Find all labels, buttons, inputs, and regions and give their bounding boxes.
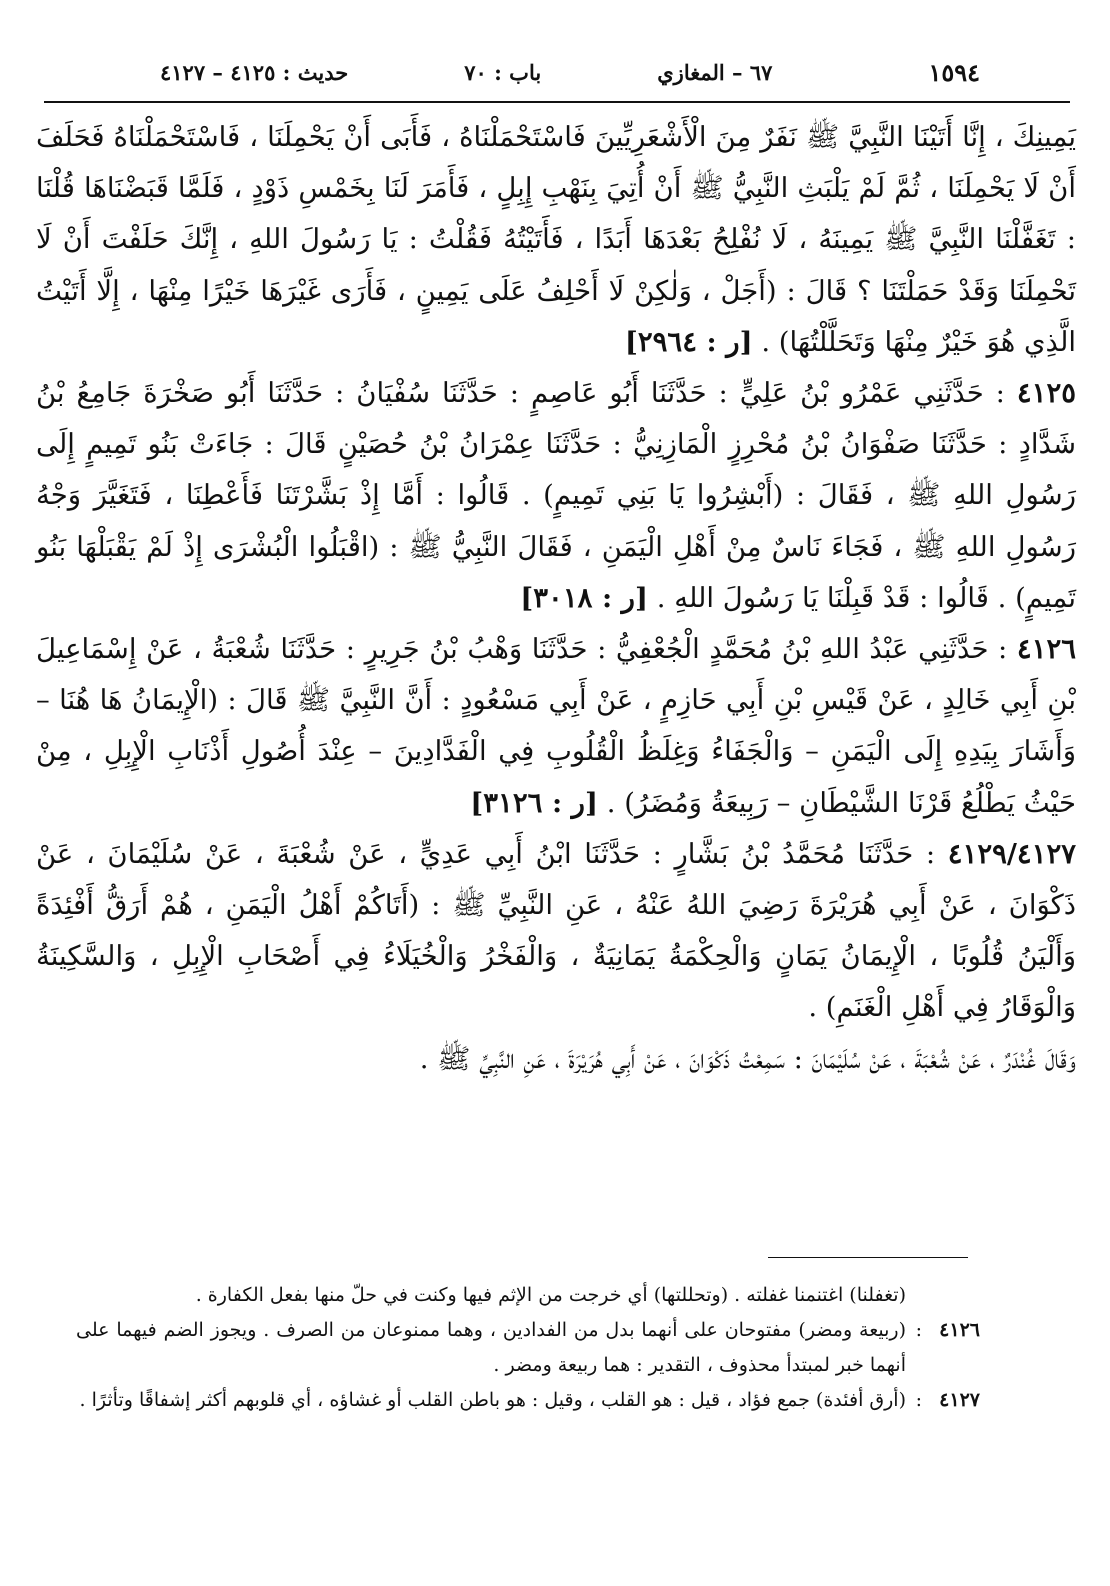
paragraph-continuation bbox=[36, 112, 1076, 368]
footnote bbox=[76, 1278, 980, 1313]
paragraph-text: يَمِينِكَ ، إِنَّا أَتَيْنَا النَّبِيَّ ﷺ نَفَرٌ مِنَ الْأَشْعَرِيِّينَ فَاسْتَحْمَلْنَاهُ ، فَأَبَى أَنْ يَحْمِلَنَا ، فَاسْتَحْمَلْنَاهُ فَحَلَفَ أَنْ لَا يَحْمِلَنَا ، ثُمَّ لَمْ يَلْبَثِ النَّبِيُّ ﷺ أَنْ أُتِيَ بِنَهْبِ إِبِلٍ ، فَأَمَرَ لَنَا بِخَمْسِ ذَوْدٍ ، فَلَمَّا قَبَضْنَاهَا قُلْنَا : تَغَفَّلْنَا النَّبِيَّ ﷺ يَمِينَهُ ، لَا نُفْلِحُ بَعْدَهَا أَبَدًا ، فَأَتَيْتُهُ فَقُلْتُ : يَا رَسُولَ اللهِ ، إِنَّكَ حَلَفْتَ أَنْ لَا تَحْمِلَنَا وَقَدْ حَمَلْتَنَا ؟ قَالَ : (أَجَلْ ، وَلٰكِنْ لَا أَحْلِفُ عَلَى يَمِينٍ ، فَأَرَى غَيْرَهَا خَيْرًا مِنْهَا ، إِلَّا أَتَيْتُ الَّذِي هُوَ خَيْرٌ مِنْهَا وَتَحَلَّلْتُهَا) . bbox=[36, 121, 1076, 358]
hadith-paragraph bbox=[36, 368, 1076, 624]
paragraph-text: وَقَالَ غُنْدَرٌ ، عَنْ شُعْبَةَ ، عَنْ سُلَيْمَانَ : سَمِعْتُ ذَكْوَانَ ، عَنْ أَبِي هُرَيْرَةَ ، عَنِ النَّبِيِّ ﷺ . bbox=[419, 1042, 1076, 1075]
hadith-paragraph bbox=[36, 1034, 1076, 1085]
hadith-number: ٤١٢٥ bbox=[1016, 377, 1076, 410]
header-rule bbox=[44, 101, 1070, 103]
cross-reference: [ر : ٣١٢٦] bbox=[470, 786, 598, 819]
chapter-title: ٦٧ – المغازي bbox=[657, 59, 773, 85]
hadith-number: ٤١٢٩/٤١٢٧ bbox=[947, 837, 1076, 870]
cross-reference: [ر : ٢٩٦٤] bbox=[624, 325, 753, 358]
page-number: ١٥٩٤ bbox=[928, 57, 980, 87]
paragraph-text: : حَدَّثَنَا مُحَمَّدُ بْنُ بَشَّارٍ : حَدَّثَنَا ابْنُ أَبِي عَدِيٍّ ، عَنْ شُعْبَةَ ، عَنْ سُلَيْمَانَ ، عَنْ ذَكْوَانَ ، عَنْ أَبِي هُرَيْرَةَ رَضِيَ اللهُ عَنْهُ ، عَنِ النَّبِيِّ ﷺ : (أَتَاكُمْ أَهْلُ الْيَمَنِ ، هُمْ أَرَقُّ أَفْئِدَةً وَأَلْيَنُ قُلُوبًا ، الْإِيمَانُ يَمَانٍ وَالْحِكْمَةُ يَمَانِيَةٌ ، وَالْفَخْرُ وَالْخُيَلَاءُ فِي أَصْحَابِ الْإِبِلِ ، وَالسَّكِينَةُ وَالْوَقَارُ فِي أَهْلِ الْغَنَمِ) . bbox=[36, 837, 1076, 1024]
footnote-number: ٤١٢٧ bbox=[939, 1389, 980, 1411]
main-text bbox=[36, 112, 1076, 1085]
hadith-number: ٤١٢٦ bbox=[1016, 633, 1076, 666]
paragraph-text: : حَدَّثَنِي عَمْرُو بْنُ عَلِيٍّ : حَدَّثَنَا أَبُو عَاصِمٍ : حَدَّثَنَا سُفْيَانُ : حَدَّثَنَا أَبُو صَخْرَةَ جَامِعُ بْنُ شَدَّادٍ : حَدَّثَنَا صَفْوَانُ بْنُ مُحْرِزٍ الْمَازِنِيُّ : حَدَّثَنَا عِمْرَانُ بْنُ حُصَيْنٍ قَالَ : جَاءَتْ بَنُو تَمِيمٍ إِلَى رَسُولِ اللهِ ﷺ ، فَقَالَ : (أَبْشِرُوا يَا بَنِي تَمِيمٍ) . قَالُوا : أَمَّا إِذْ بَشَّرْتَنَا فَأَعْطِنَا ، فَتَغَيَّرَ وَجْهُ رَسُولِ اللهِ ﷺ ، فَجَاءَ نَاسٌ مِنْ أَهْلِ الْيَمَنِ ، فَقَالَ النَّبِيُّ ﷺ : (اقْبَلُوا الْبُشْرَى إِذْ لَمْ يَقْبَلْهَا بَنُو تَمِيمٍ) . قَالُوا : قَدْ قَبِلْنَا يَا رَسُولَ اللهِ . bbox=[36, 377, 1076, 614]
footnote-text: (أرق أفئدة) جمع فؤاد ، قيل : هو القلب ، وقيل : هو باطن القلب أو غشاؤه ، أي قلوبهم أكثر إشفاقًا وتأثرًا . bbox=[79, 1389, 906, 1411]
bab-number: باب : ٧٠ bbox=[464, 59, 542, 85]
footnote-colon: : bbox=[915, 1319, 922, 1341]
footnote-colon: : bbox=[915, 1389, 922, 1411]
footnote-number: ٤١٢٦ bbox=[939, 1319, 980, 1341]
cross-reference: [ر : ٣٠١٨] bbox=[520, 581, 648, 614]
footnote bbox=[76, 1313, 980, 1383]
footnote bbox=[76, 1383, 980, 1418]
hadith-paragraph bbox=[36, 829, 1076, 1034]
footnote-text: (تغفلنا) اغتنمنا غفلته . (وتحللتها) أي خرجت من الإثم فيها وكنت في حلّ منها بفعل الكفارة . bbox=[195, 1284, 906, 1306]
hadith-paragraph bbox=[36, 624, 1076, 829]
footnote-rule bbox=[768, 1257, 968, 1258]
footnote-text: (ربيعة ومضر) مفتوحان على أنهما بدل من الفدادين ، وهما ممنوعان من الصرف . ويجوز الضم فيهما على أنهما خبر لمبتدأ محذوف ، التقدير : هما ربيعة ومضر . bbox=[76, 1319, 906, 1376]
footnotes bbox=[76, 1278, 980, 1418]
hadith-range: حديث : ٤١٢٥ – ٤١٢٧ bbox=[160, 59, 349, 85]
paragraph-text: : حَدَّثَنِي عَبْدُ اللهِ بْنُ مُحَمَّدٍ الْجُعْفِيُّ : حَدَّثَنَا وَهْبُ بْنُ جَرِيرٍ : حَدَّثَنَا شُعْبَةُ ، عَنْ إِسْمَاعِيلَ بْنِ أَبِي خَالِدٍ ، عَنْ قَيْسِ بْنِ أَبِي حَازِمٍ ، عَنْ أَبِي مَسْعُودٍ : أَنَّ النَّبِيَّ ﷺ قَالَ : (الْإِيمَانُ هَا هُنَا – وَأَشَارَ بِيَدِهِ إِلَى الْيَمَنِ – وَالْجَفَاءُ وَغِلَظُ الْقُلُوبِ فِي الْفَدَّادِينَ – عِنْدَ أُصُولِ أَذْنَابِ الْإِبِلِ ، مِنْ حَيْثُ يَطْلُعُ قَرْنَا الشَّيْطَانِ – رَبِيعَةُ وَمُضَرُ) . bbox=[36, 633, 1076, 819]
running-header bbox=[160, 52, 980, 92]
